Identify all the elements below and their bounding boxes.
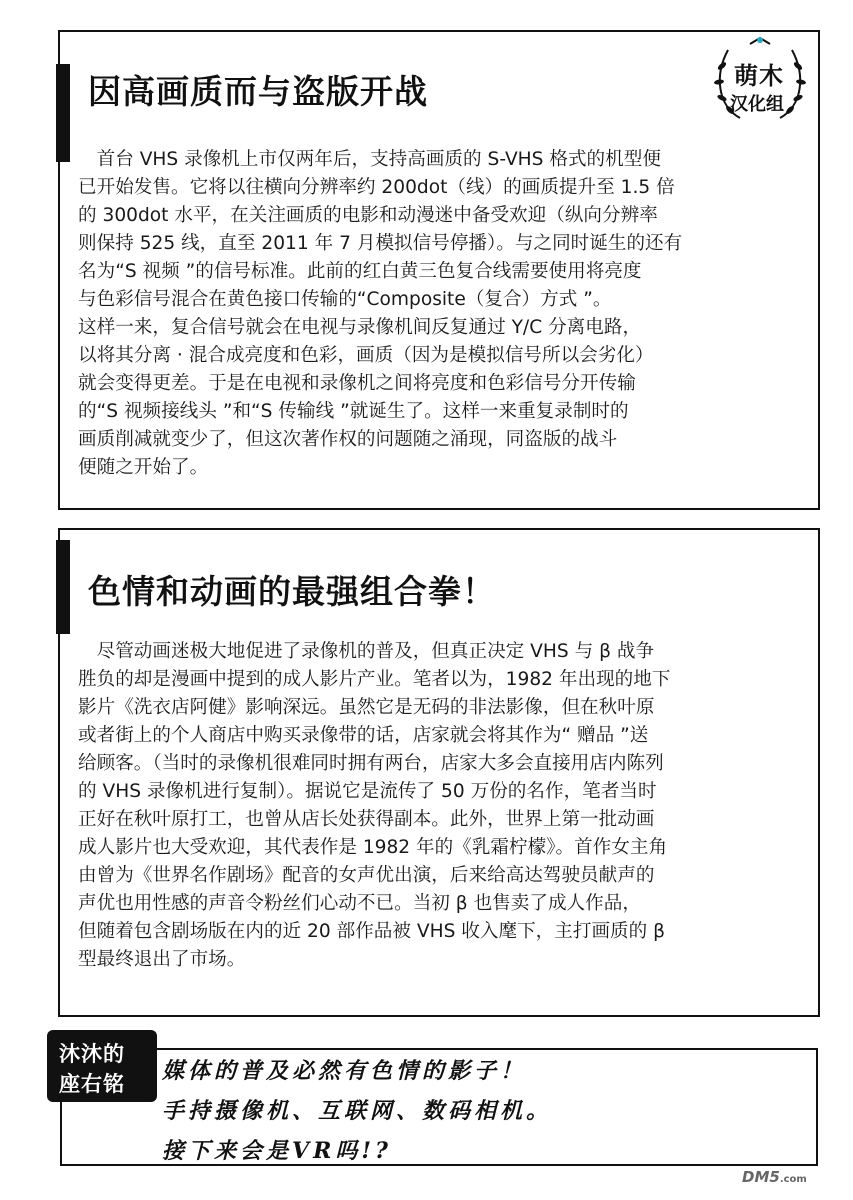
paragraph-line: 的 300dot 水平，在关注画质的电影和动漫迷中备受欢迎（纵向分辨率 bbox=[78, 205, 658, 226]
paragraph-line: 便随之开始了。 bbox=[78, 457, 209, 478]
paragraph-line: 这样一来，复合信号就会在电视与录像机间反复通过 Y/C 分离电路， bbox=[78, 317, 642, 338]
paragraph-line: 则保持 525 线，直至 2011 年 7 月模拟信号停播）。与之同时诞生的还有 bbox=[78, 233, 683, 254]
paragraph-line: 但随着包含剧场版在内的近 20 部作品被 VHS 收入麾下，主打画质的 β bbox=[78, 921, 666, 942]
paragraph-line: 或者街上的个人商店中购买录像带的话，店家就会将其作为“ 赠品 ”送 bbox=[78, 725, 649, 746]
motto-tag-line-2: 座右铭 bbox=[59, 1072, 125, 1096]
paragraph-line: 胜负的却是漫画中提到的成人影片产业。笔者以为，1982 年出现的地下 bbox=[78, 669, 671, 690]
paragraph-line: 声优也用性感的声音令粉丝们心动不已。当初 β 也售卖了成人作品， bbox=[78, 893, 641, 914]
title-accent-bar bbox=[56, 540, 70, 634]
paragraph-line: 已开始发售。它将以往横向分辨率约 200dot（线）的画质提升至 1.5 倍 bbox=[78, 177, 675, 198]
watermark-text: DM5 bbox=[742, 1168, 780, 1186]
motto-line-2: 手持摄像机、互联网、数码相机。 bbox=[162, 1098, 553, 1124]
section-1-box bbox=[58, 30, 820, 510]
paragraph-line: 给顾客。（当时的录像机很难同时拥有两台，店家大多会直接用店内陈列 bbox=[78, 753, 664, 774]
motto-line-1: 媒体的普及必然有色情的影子！ bbox=[162, 1058, 527, 1084]
section-2-title: 色情和动画的最强组合拳！ bbox=[88, 572, 496, 611]
site-watermark bbox=[742, 1168, 807, 1186]
section-1-body bbox=[78, 146, 682, 482]
watermark-suffix: .com bbox=[779, 1174, 807, 1185]
paragraph-line: 以将其分离 · 混合成亮度和色彩，画质（因为是模拟信号所以会劣化） bbox=[78, 345, 654, 366]
paragraph-line: 就会变得更差。于是在电视和录像机之间将亮度和色彩信号分开传输 bbox=[78, 373, 636, 394]
paragraph-line: 与色彩信号混合在黄色接口传输的“Composite（复合）方式 ”。 bbox=[78, 289, 612, 310]
paragraph-line: 型最终退出了市场。 bbox=[78, 949, 246, 970]
paragraph-line: 成人影片也大受欢迎，其代表作是 1982 年的《乳霜柠檬》。首作女主角 bbox=[78, 837, 668, 858]
title-accent-bar bbox=[56, 64, 70, 162]
paragraph-line: 影片《洗衣店阿健》影响深远。虽然它是无码的非法影像，但在秋叶原 bbox=[78, 697, 655, 718]
section-2-body bbox=[78, 638, 670, 974]
paragraph-line: 由曾为《世界名作剧场》配音的女声优出演，后来给高达驾驶员献声的 bbox=[78, 865, 655, 886]
paragraph-line: 尽管动画迷极大地促进了录像机的普及，但真正决定 VHS 与 β 战争 bbox=[78, 641, 655, 662]
paragraph-line: 的“S 视频接线头 ”和“S 传输线 ”就诞生了。这样一来重复录制时的 bbox=[78, 401, 629, 422]
paragraph-line: 正好在秋叶原打工，也曾从店长处获得副本。此外，世界上第一批动画 bbox=[78, 809, 655, 830]
paragraph-line: 首台 VHS 录像机上市仅两年后，支持高画质的 S-VHS 格式的机型便 bbox=[78, 149, 661, 170]
paragraph-line: 画质削减就变少了，但这次著作权的问题随之涌现，同盗版的战斗 bbox=[78, 429, 618, 450]
section-2-box bbox=[58, 528, 820, 1017]
section-1-title: 因高画质而与盗版开战 bbox=[88, 72, 428, 111]
group-logo bbox=[710, 36, 810, 126]
paragraph-line: 的 VHS 录像机进行复制）。据说它是流传了 50 万份的名作，笔者当时 bbox=[78, 781, 657, 802]
logo-text-primary: 萌木 bbox=[734, 62, 784, 90]
logo-text-secondary: 汉化组 bbox=[730, 94, 784, 115]
paragraph-line: 名为“S 视频 ”的信号标准。此前的红白黄三色复合线需要使用将亮度 bbox=[78, 261, 642, 282]
motto-tag-line-1: 沐沐的 bbox=[59, 1042, 125, 1066]
motto-line-3: 接下来会是VR吗!? bbox=[162, 1138, 392, 1164]
motto-tag bbox=[47, 1030, 157, 1102]
